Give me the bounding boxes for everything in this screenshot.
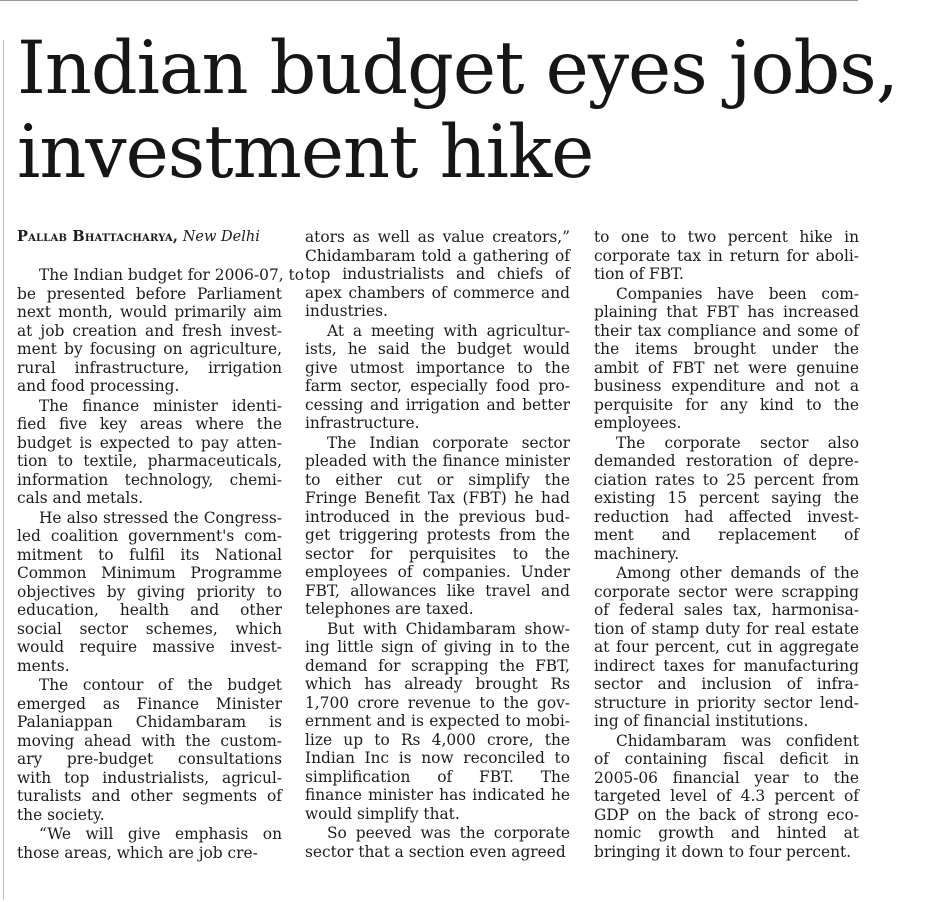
left-rule [3, 40, 4, 900]
text-line: But with Chidambaram show- [327, 619, 570, 638]
text-line: be presented before Parliament [17, 284, 282, 303]
text-line: tion of FBT. [594, 265, 684, 283]
text-line: The contour of the budget [39, 676, 282, 694]
text-line: Common Minimum Programme [17, 564, 282, 582]
paragraph [17, 397, 282, 508]
text-line: simplification of FBT. The [305, 767, 570, 786]
text-line: top industrialists and chiefs of [305, 265, 570, 283]
paragraph [594, 732, 859, 862]
text-line: sector and inclusion of infra- [594, 675, 859, 693]
text-line: employees. [594, 414, 682, 432]
text-line: ing of financial institutions. [594, 712, 809, 730]
text-line: 2005-06 financial year to the [594, 768, 859, 787]
text-line: demand for scrapping the FBT, [305, 656, 570, 675]
text-line: Chidambaram told a gathering of [305, 246, 570, 265]
paragraph [305, 228, 570, 321]
text-line: of federal sales tax, harmonisa- [594, 601, 859, 619]
column-2-body [305, 228, 570, 862]
text-line: Companies have been com- [616, 284, 859, 303]
text-line: ary pre-budget consultations [17, 750, 282, 768]
text-line: would simplify that. [305, 804, 460, 823]
text-line: corporate sector were scrapping [594, 582, 859, 601]
text-line: At a meeting with agricultur- [327, 321, 570, 340]
text-line: GDP on the back of strong eco- [594, 805, 859, 824]
text-line: objectives by giving priority to [17, 582, 282, 601]
headline-line-1: Indian budget eyes jobs, [17, 26, 898, 111]
text-line: and food processing. [17, 377, 180, 395]
text-line: education, health and other [17, 601, 282, 619]
text-line: emerged as Finance Minister [17, 694, 282, 713]
text-line: finance minister has indicated he [305, 786, 570, 804]
text-line: the items brought under the [594, 340, 859, 358]
text-line: ists, he said the budget would [305, 340, 570, 358]
text-line: ing little sign of giving in to the [305, 638, 570, 656]
text-line: ments. [17, 656, 70, 675]
text-line: of containing fiscal deficit in [594, 750, 859, 768]
paragraph-gap [305, 861, 570, 862]
text-line: pleaded with the finance minister [305, 452, 570, 470]
text-line: to one to two percent hike in [594, 228, 859, 246]
text-line: ambit of FBT net were genuine [594, 358, 859, 377]
article-column-3 [594, 228, 859, 862]
text-line: targeted level of 4.3 percent of [594, 787, 859, 805]
paragraph [17, 266, 304, 396]
text-line: farm sector, especially food pro- [305, 377, 570, 395]
text-line: Among other demands of the [616, 564, 859, 582]
text-line: moving ahead with the custom- [17, 731, 282, 750]
text-line: Chidambaram was confident [616, 731, 859, 750]
text-line: would require massive invest- [17, 638, 282, 656]
paragraph [17, 509, 282, 676]
text-line: existing 15 percent saying the [594, 489, 859, 507]
text-line: structure in priority sector lend- [594, 693, 859, 712]
paragraph [594, 564, 859, 731]
text-line: perquisite for any kind to the [594, 395, 859, 414]
text-line: turalists and other segments of [17, 787, 282, 805]
paragraph [305, 434, 570, 619]
headline [17, 26, 898, 195]
paragraph [305, 620, 570, 824]
text-line: So peeved was the corporate [327, 824, 570, 842]
text-line: social sector schemes, which [17, 619, 282, 638]
text-line: plaining that FBT has increased [594, 303, 859, 321]
text-line: infrastructure. [305, 414, 420, 432]
paragraph [594, 285, 859, 433]
dateline-location: New Delhi [178, 229, 260, 245]
text-line: “We will give emphasis on [39, 825, 282, 843]
text-line: Palaniappan Chidambaram is [17, 713, 282, 731]
text-line: tion of stamp duty for real estate [594, 619, 859, 638]
text-line: nomic growth and hinted at [594, 824, 859, 842]
text-line: sector for perquisites to the [305, 544, 570, 563]
text-line: which has already brought Rs [305, 675, 570, 693]
text-line: employees of companies. Under [305, 563, 570, 581]
text-line: The corporate sector also [616, 433, 859, 452]
author-name: Pallab Bhattacharya, [17, 228, 179, 245]
text-line: give utmost importance to the [305, 358, 570, 377]
text-line: led coalition government's com- [17, 527, 282, 545]
paragraph [305, 824, 570, 861]
text-line: lize up to Rs 4,000 crore, the [305, 730, 570, 749]
text-line: Indian Inc is now reconciled to [305, 749, 570, 767]
text-line: fied five key areas where the [17, 415, 282, 433]
text-line: with top industrialists, agricul- [17, 768, 282, 787]
paragraph [594, 434, 859, 564]
text-line: reduction had affected invest- [594, 507, 859, 526]
text-line: corporate tax in return for aboli- [594, 246, 859, 265]
text-line: FBT, allowances like travel and [305, 581, 570, 600]
text-line: The finance minister identi- [39, 396, 282, 415]
text-line: rural infrastructure, irrigation [17, 358, 282, 377]
text-line: tion to textile, pharmaceuticals, [17, 452, 282, 470]
byline [17, 228, 282, 246]
text-line: the society. [17, 805, 105, 824]
text-line: 1,700 crore revenue to the gov- [305, 693, 570, 712]
text-line: ment and replacement of [594, 526, 859, 544]
text-line: information technology, chemi- [17, 470, 282, 489]
text-line: get triggering protests from the [305, 526, 570, 544]
text-line: budget is expected to pay atten- [17, 433, 282, 452]
paragraph [17, 825, 282, 862]
article-column-2 [305, 228, 570, 862]
text-line: next month, would primarily aim [17, 303, 282, 321]
text-line: machinery. [594, 544, 680, 563]
article-column-1 [17, 228, 304, 863]
text-line: The Indian budget for 2006-07, to [39, 266, 304, 284]
text-line: those areas, which are job cre- [17, 843, 258, 862]
text-line: at job creation and fresh invest- [17, 321, 282, 340]
text-line: their tax compliance and some of [594, 321, 859, 340]
headline-line-2: investment hike [17, 110, 594, 195]
text-line: ators as well as value creators,” [305, 228, 570, 246]
text-line: cals and metals. [17, 489, 144, 507]
column-3-body [594, 228, 859, 862]
top-rule [0, 0, 858, 1]
text-line: introduced in the previous bud- [305, 507, 570, 526]
text-line: sector that a section even agreed [305, 842, 566, 861]
paragraph [594, 228, 859, 284]
paragraph [305, 322, 570, 433]
text-line: ernment and is expected to mobi- [305, 712, 570, 730]
text-line: ciation rates to 25 percent from [594, 470, 859, 489]
text-line: The Indian corporate sector [327, 433, 570, 452]
text-line: to either cut or simplify the [305, 470, 570, 489]
text-line: industries. [305, 302, 388, 320]
paragraph-gap [594, 861, 859, 862]
text-line: business expenditure and not a [594, 377, 859, 395]
text-line: demanded restoration of depre- [594, 452, 859, 470]
text-line: apex chambers of commerce and [305, 283, 570, 302]
text-line: at four percent, cut in aggregate [594, 638, 859, 656]
text-line: Fringe Benefit Tax (FBT) he had [305, 489, 570, 507]
column-1-body [17, 266, 304, 863]
text-line: He also stressed the Congress- [39, 508, 282, 527]
text-line: mitment to fulfil its National [17, 545, 282, 564]
text-line: indirect taxes for manufacturing [594, 656, 859, 675]
paragraph [17, 676, 282, 824]
paragraph-gap [17, 862, 282, 863]
text-line: cessing and irrigation and better [305, 395, 570, 414]
text-line: ment by focusing on agriculture, [17, 340, 282, 358]
text-line: telephones are taxed. [305, 600, 474, 618]
text-line: bringing it down to four percent. [594, 842, 852, 861]
